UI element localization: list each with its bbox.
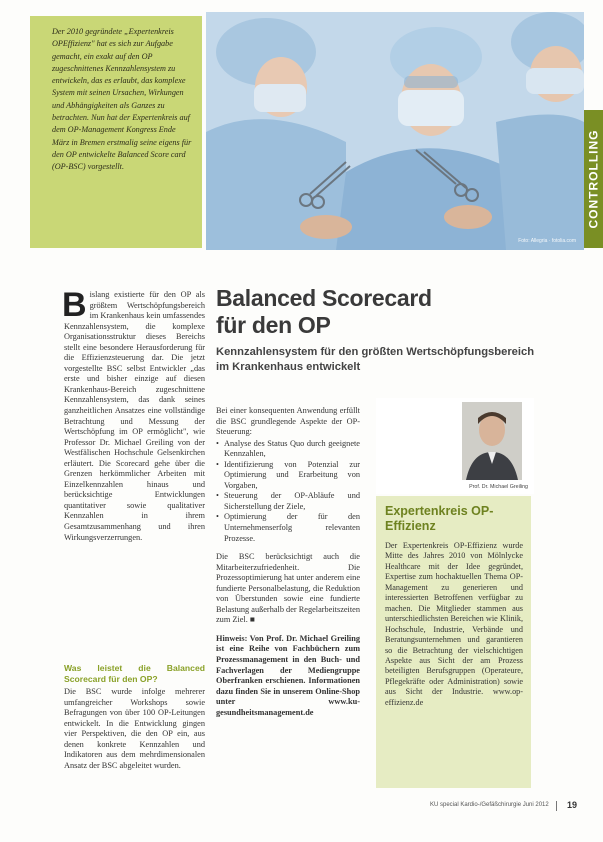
surgeons-illustration [206,12,584,250]
list-item: • Analyse des Status Quo durch geeignete Kennzahlen, [216,439,360,460]
column-1-text: islang existierte für den OP als größtem Wertschöpfungsbereich im Krankenhaus kein umfassendes Kennzahlensystem, die komplexe Organisationsstruktur dieses Bereichs stellt eine besondere Herausforderung für die Effizienzsteuerung dar. Die jetzt vorgestellte BSC selbst Entwickler „das erste und bisher einzige auf diesen Krankenhaus-Bereich zugeschnittene Kennzahlensystem, das dank seines ganzheitlichen Ansatzes eine vollständige Betrachtung und Messung der Wertschöpfung im OP ermöglicht", wie Professor Dr. Michael Greiling von der Westfälischen Hochschule Gelsenkirchen erläutert. Die Scorecard gehe über die Grenzen herkömmlicher Arbeiten mit Einzelkennzahlen hinaus und berücksichtige Entwicklungen quantitativer sowie qualitativer Kennzahlen in ihrem Gesamtzusammenhang und ihren Wirkungsverzerrungen. [64,290,205,542]
expert-box-text: Der Expertenkreis OP-Effizienz wurde Mitte des Jahres 2010 von Mölnlycke Healthcare mit der Idee gegründet, Expertise zum hochaktuellen Thema OP-Management zu generieren und interessierten Betroffenen verfügbar zu machen. Die Mitglieder stammen aus unterschiedlichsten Bereichen wie Klinik, Hochschule, Industrie, Verbände und Beratungsunternehmen und garantieren so die Betrachtung der vielschichtigen Aspekte aus Sicht der am Prozess beteiligten Berufsgruppen (Operateure, Pflegekräfte oder Administration) sowie aus Sicht der Industrie. www.op-effizienz.de [385,541,523,707]
article-column-1 [62,286,205,543]
article-column-2 [216,406,360,718]
surgeons-photo [206,12,584,250]
section-heading: Was leistet die Balanced Scorecard für den OP? [64,663,205,684]
hint-note: Hinweis: Von Prof. Dr. Michael Greiling ist eine Reihe von Fachbüchern zum Prozessmanagement in den Buch- und Fachverlagen der Mediengruppe Oberfranken erschienen. Informationen dazu finden Sie in unserem Online-Shop unter www.ku-gesundheitsmanagement.de [216,633,360,717]
portrait-frame [462,402,522,480]
article-column-1-section [64,663,205,771]
page-number: 19 [567,800,578,810]
drop-cap: B [62,286,87,324]
footer-divider [556,801,557,811]
section-text: Die BSC wurde infolge mehrerer umfangreicher Workshops sowie Befragungen von über 100 OP-Leitungen entwickelt. In die Entwicklung gingen vier Perspektiven, die den OP ein, aus denen konkrete Kennzahlen und Indikatoren aus dem mehrdimensionalen Ansatz der BSC abgeleitet wurden. [64,687,205,770]
expert-box [376,496,531,788]
portrait-photo [376,398,534,494]
photo-credit: Foto: Allegria · fotolia.com [518,238,576,244]
intro-box [30,16,202,248]
article-title [216,285,476,339]
article-subtitle: Kennzahlensystem für den größten Wertschöpfungsbereich im Krankenhaus entwickelt [216,346,535,373]
title-line-1: Balanced Scorecard [216,285,432,311]
column-2-intro: Bei einer konsequenten Anwendung erfüllt die BSC grundlegende Aspekte der OP-Steuerung: [216,406,360,437]
aspects-list [216,439,360,544]
list-item: • Identifizierung von Potenzial zur Optimierung und Erarbeitung von Vorgaben, [216,460,360,492]
list-item: • Steuerung der OP-Abläufe und Sicherstellung der Ziele, [216,491,360,512]
column-2-paragraph: Die BSC berücksichtigt auch die Mitarbeiterzufriedenheit. Die Prozessoptimierung hat unter anderem eine fundierte Personalbelastung, die Reduktion von Überstunden sowie eine fundierte Belastung außerhalb der Regelarbeitszeiten zum Ziel. ■ [216,552,360,625]
intro-text: Der 2010 gegründete „Expertenkreis OPEffizienz" hat es sich zur Aufgabe gemacht, ein exakt auf den OP zugeschnittenes Kennzahlensystem zu entwickeln, das es erlaubt, das komplexe System mit seinen Ursachen, Wirkungen und Abhängigkeiten als Ganzes zu betrachten. Nun hat der Expertenkreis auf dem OP-Management Kongress Ende März in Bremen erstmalig seine eigens für den OP entwickelte Balanced Score card (OP-BSC) vorgestellt. [52,27,192,172]
section-tab-label: CONTROLLING [586,129,601,229]
portrait-caption: Prof. Dr. Michael Greiling [469,484,528,490]
list-item: • Optimierung der für den Unternehmenserfolg relevanten Prozesse. [216,512,360,544]
section-tab [584,110,603,248]
title-line-2: für den OP [216,312,331,338]
expert-box-title: Expertenkreis OP-Effizienz [385,504,494,533]
footer-publication: KU special Kardio-/Gefäßchirurgie Juni 2012 [430,802,549,808]
person-portrait [462,402,522,480]
